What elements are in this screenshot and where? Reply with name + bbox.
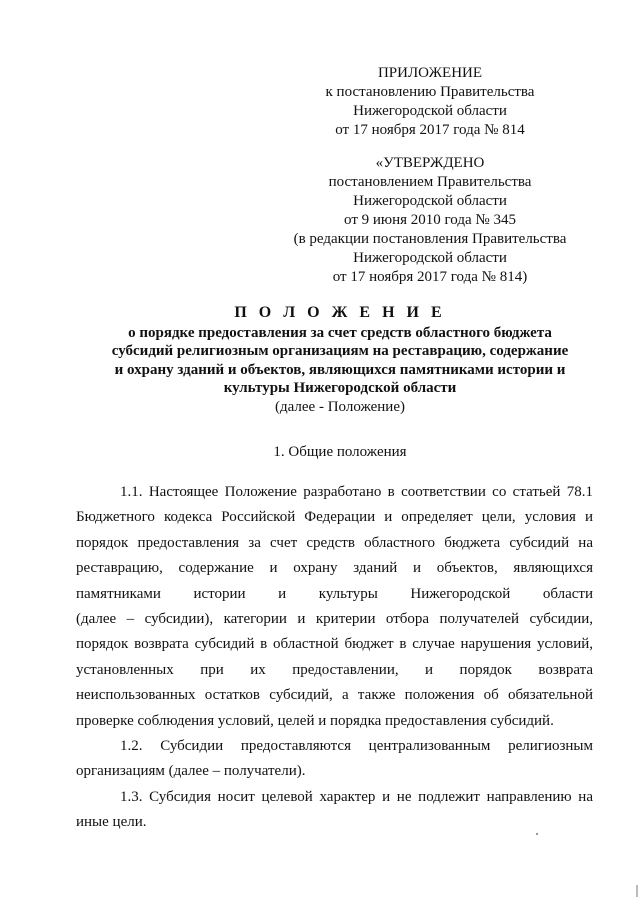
- paragraph-line: 1.1. Настоящее Положение разработано в соответствии со статьей 78.1: [120, 484, 593, 500]
- approved-header: [280, 154, 580, 287]
- paragraph-1-2: [76, 734, 593, 785]
- paragraph-1-3: [76, 785, 593, 836]
- paragraph-line: памятниками истории и культуры Нижегородской области: [76, 585, 593, 602]
- appendix-line: от 17 ноября 2017 года № 814: [335, 122, 525, 138]
- title-note: (далее - Положение): [275, 398, 405, 415]
- paragraph-line: неиспользованных остатков субсидий, а также положения об обязательной: [76, 687, 593, 704]
- document-title: [90, 304, 590, 416]
- title-line: субсидий религиозным организациям на реставрацию, содержание: [111, 343, 569, 359]
- paragraph-line: Бюджетного кодекса Российской Федерации и определяет цели, условия и: [76, 509, 593, 526]
- appendix-line: ПРИЛОЖЕНИЕ: [377, 65, 483, 81]
- paragraph-line: порядок возврата субсидий в областной бюджет в случае нарушения условий,: [76, 636, 593, 653]
- paragraph-line: 1.3. Субсидия носит целевой характер и не подлежит направлению на: [120, 788, 593, 805]
- scan-speck: [536, 833, 538, 835]
- body-text: [76, 480, 593, 836]
- paragraph-1-1: [76, 480, 593, 734]
- paragraph-line: 1.2. Субсидии предоставляются централизованным религиозным: [120, 738, 593, 755]
- paragraph-line: организациям (далее – получатели).: [76, 763, 306, 780]
- approved-line: от 17 ноября 2017 года № 814): [332, 269, 528, 285]
- approved-line: Нижегородской области: [353, 250, 507, 266]
- scan-edge-mark: [636, 885, 638, 897]
- section-heading: 1. Общие положения: [273, 444, 407, 460]
- paragraph-line: установленных при их предоставлении, и порядок возврата: [76, 661, 593, 678]
- title-main: П О Л О Ж Е Н И Е: [234, 304, 446, 321]
- approved-line: от 9 июня 2010 года № 345: [344, 212, 516, 228]
- appendix-line: к постановлению Правительства: [325, 84, 535, 100]
- title-line: и охрану зданий и объектов, являющихся памятниками истории и: [114, 361, 566, 378]
- paragraph-line: порядок предоставления за счет средств областного бюджета субсидий на: [76, 534, 593, 551]
- approved-line: (в редакции постановления Правительства: [293, 231, 567, 247]
- title-line: о порядке предоставления за счет средств областного бюджета: [128, 324, 552, 341]
- paragraph-line: проверке соблюдения условий, целей и порядка предоставления субсидий.: [76, 712, 554, 729]
- title-line: культуры Нижегородской области: [223, 380, 457, 396]
- paragraph-line: иные цели.: [76, 814, 147, 831]
- approved-line: постановлением Правительства: [328, 174, 532, 190]
- appendix-line: Нижегородской области: [353, 103, 507, 119]
- appendix-header: [280, 64, 580, 140]
- approved-line: Нижегородской области: [353, 193, 507, 209]
- paragraph-line: реставрацию, содержание и охрану зданий и объектов, являющихся: [76, 560, 593, 577]
- approved-line: «УТВЕРЖДЕНО: [375, 155, 485, 171]
- paragraph-line: (далее – субсидии), категории и критерии отбора получателей субсидии,: [76, 611, 593, 628]
